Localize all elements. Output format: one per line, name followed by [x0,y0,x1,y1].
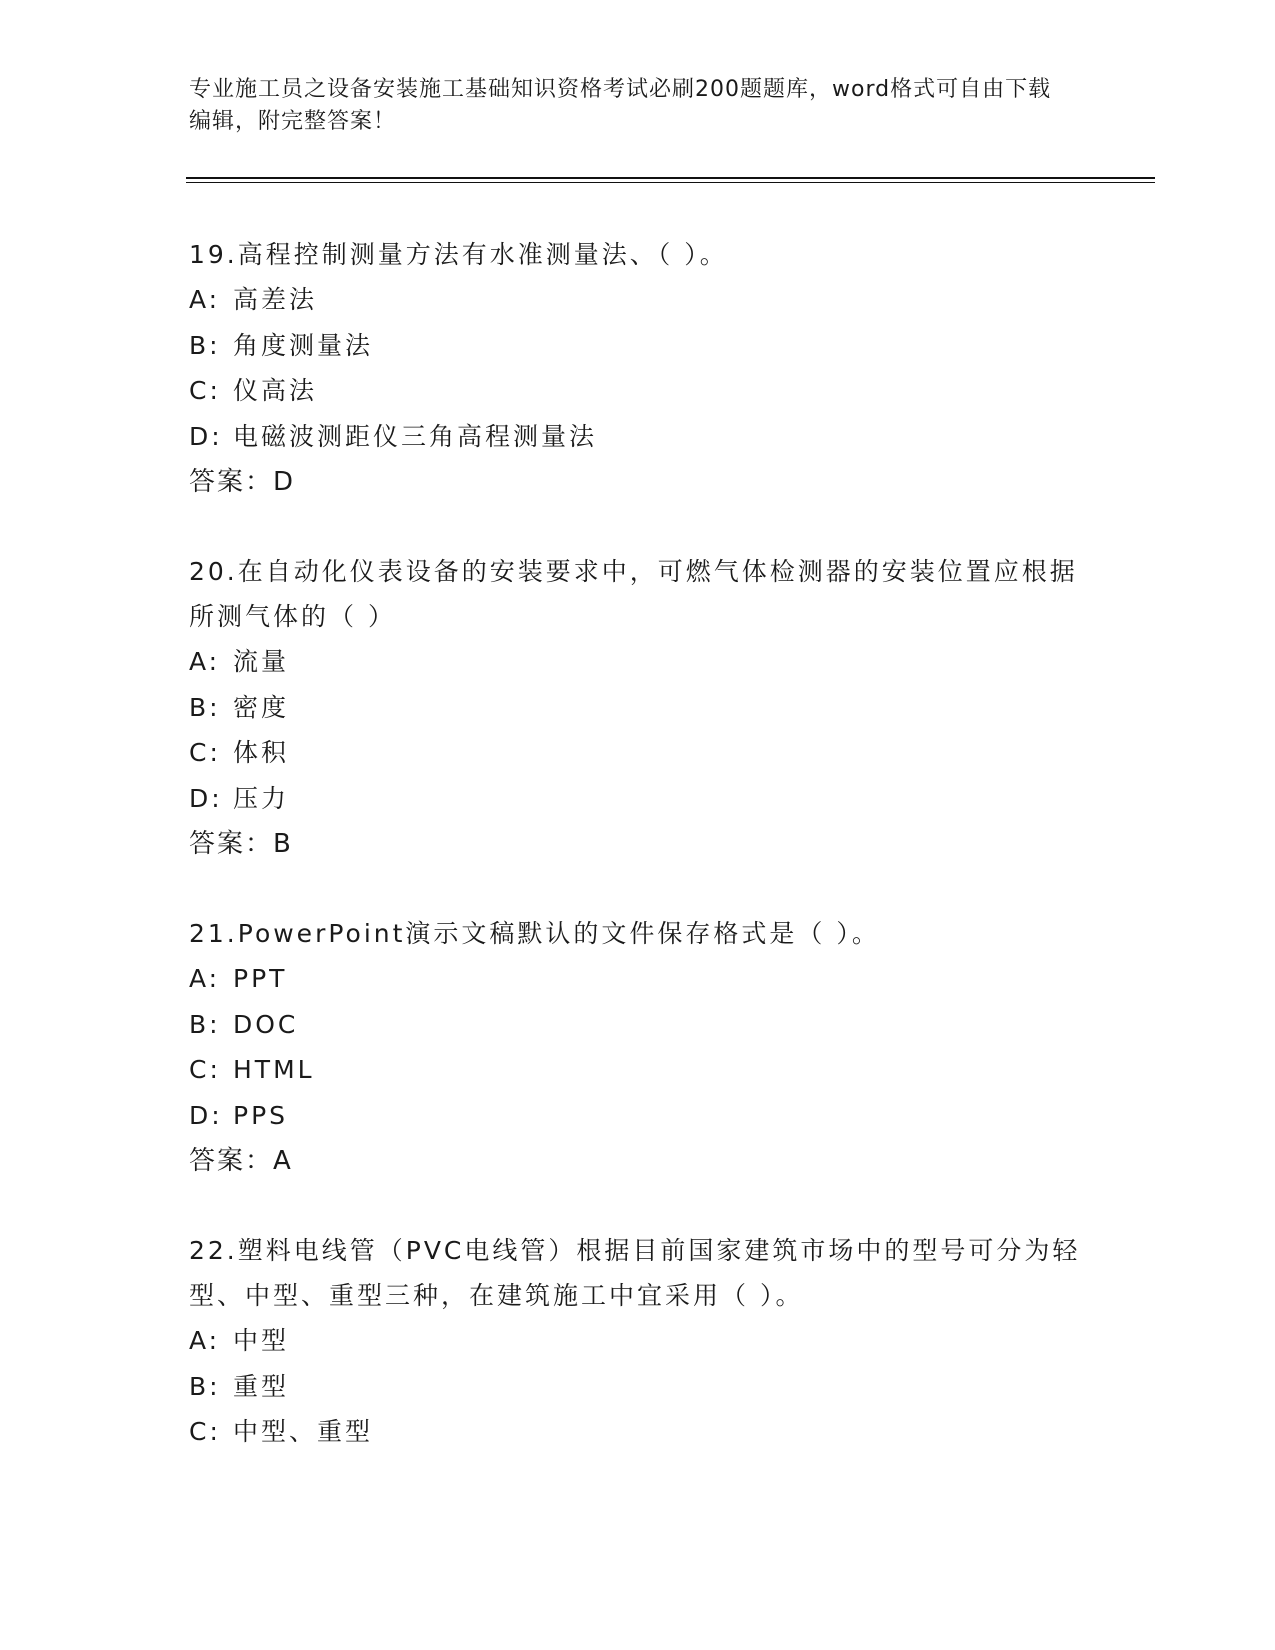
option-d [189,1093,1089,1139]
option-a [189,956,1089,1002]
option-text: 重型 [233,1371,290,1401]
option-text: 仪高法 [233,376,318,405]
option-text: PPT [233,964,288,993]
option-letter: D: [189,1100,223,1130]
header-rule-thin [186,182,1155,183]
option-a [189,639,1089,685]
option-text: 压力 [233,783,290,813]
option-c [189,1409,1089,1455]
option-letter: A: [189,964,221,993]
option-d [189,776,1089,822]
option-text: HTML [233,1055,315,1084]
option-a [189,1318,1089,1364]
question-text: 22.塑料电线管（PVC电线管）根据目前国家建筑市场中的型号可分为轻型、中型、重型三种，在建筑施工中宜采用（ ）。 [189,1236,1081,1310]
option-text: DOC [233,1009,299,1039]
question-list [189,232,1089,1499]
option-letter: B: [189,1371,221,1401]
option-a [189,277,1089,323]
option-text: 流量 [233,647,290,676]
option-letter: C: [189,1417,221,1446]
document-header: 专业施工员之设备安装施工基础知识资格考试必刷200题题库，word格式可自由下载编辑，附完整答案！ [189,77,1052,134]
option-c [189,730,1089,776]
option-b [189,1002,1089,1048]
option-text: 密度 [233,692,290,722]
answer-line: 答案：D [189,467,296,497]
option-b [189,685,1089,731]
option-text: 高差法 [233,285,318,314]
option-letter: B: [189,1009,221,1039]
question-text: 20.在自动化仪表设备的安装要求中，可燃气体检测器的安装位置应根据所测气体的（ ） [189,557,1078,631]
option-text: 电磁波测距仪三角高程测量法 [233,421,598,451]
question-20 [189,549,1089,867]
answer-line: 答案：A [189,1146,293,1176]
question-22 [189,1228,1089,1455]
option-letter: C: [189,738,221,767]
option-letter: A: [189,285,221,314]
option-letter: A: [189,1326,221,1355]
option-c [189,1047,1089,1093]
option-b [189,323,1089,369]
option-text: 角度测量法 [233,330,374,360]
option-text: PPS [233,1100,289,1130]
option-text: 中型 [233,1326,290,1355]
option-c [189,368,1089,414]
question-19 [189,232,1089,505]
option-letter: A: [189,647,221,676]
question-21 [189,911,1089,1184]
option-letter: D: [189,783,223,813]
header-rule-thick [186,177,1155,179]
question-text: 21.PowerPoint演示文稿默认的文件保存格式是（ ）。 [189,919,880,948]
option-letter: C: [189,1055,221,1084]
option-letter: B: [189,692,221,722]
option-d [189,414,1089,460]
option-letter: B: [189,330,221,360]
option-text: 中型、重型 [233,1417,374,1446]
answer-line: 答案：B [189,829,293,859]
question-text: 19.高程控制测量方法有水准测量法、（ ）。 [189,240,728,269]
option-letter: C: [189,376,221,405]
option-b [189,1364,1089,1410]
option-letter: D: [189,421,223,451]
option-text: 体积 [233,738,290,767]
